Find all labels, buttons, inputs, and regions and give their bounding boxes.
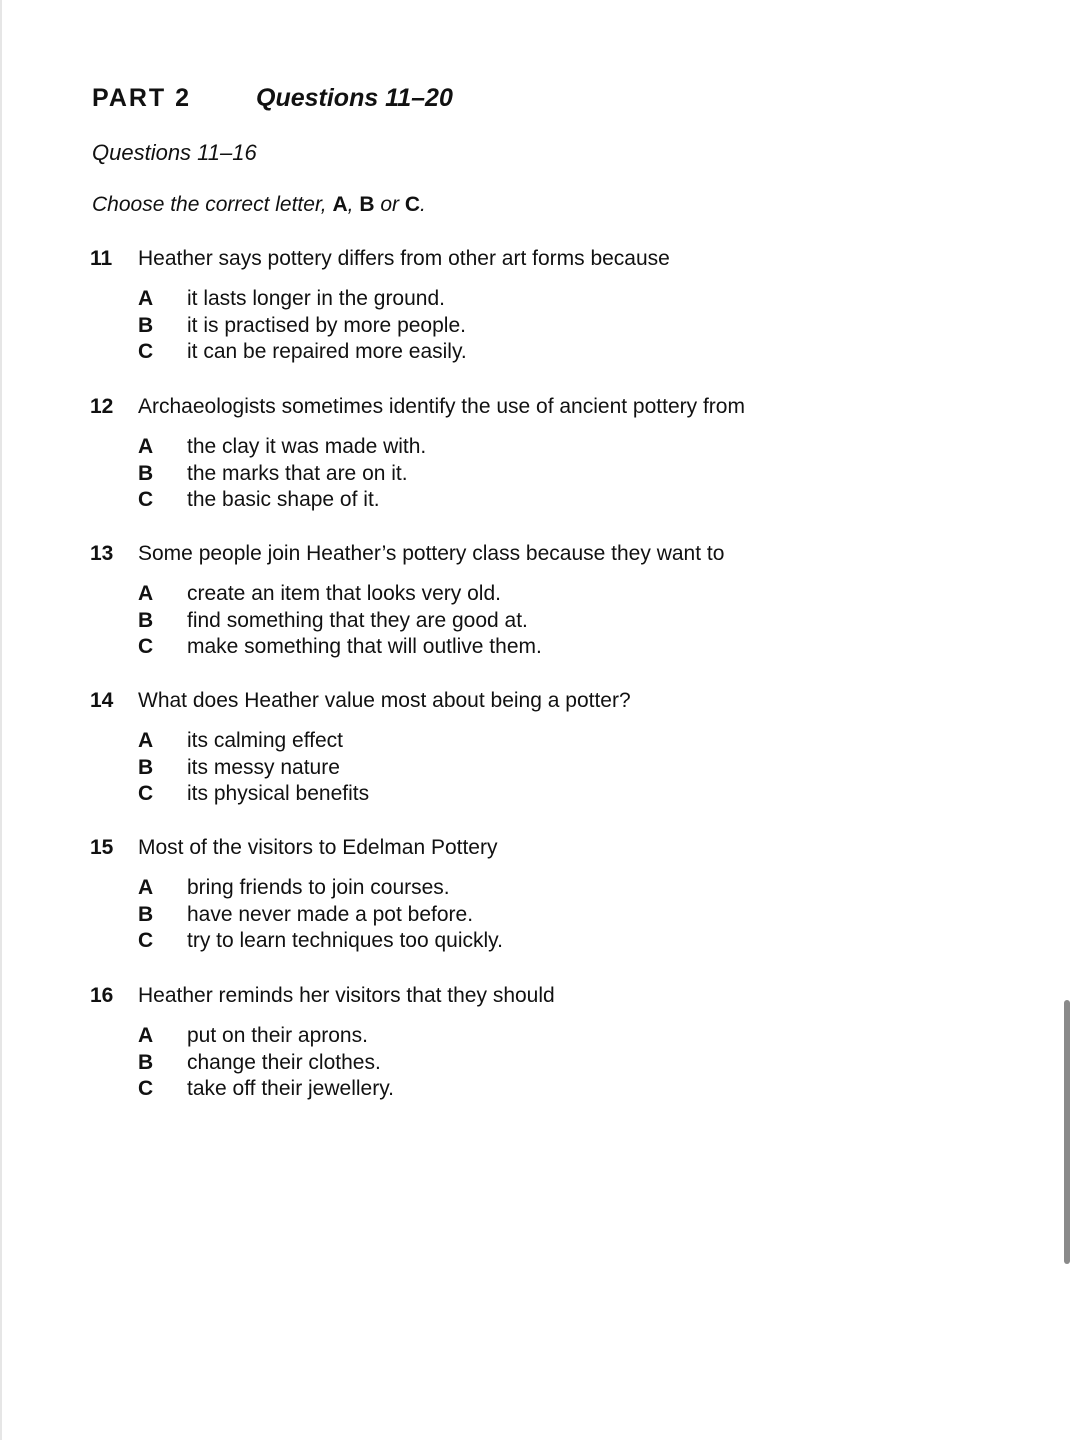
option-list [138,581,850,661]
option-a[interactable] [138,286,850,313]
option-a[interactable] [138,875,850,902]
option-letter: A [138,287,154,310]
question-number: 14 [90,689,114,712]
option-letter: B [138,313,154,337]
section-subheading: Questions 11–16 [92,140,257,165]
question-number: 11 [90,247,113,270]
question-stem [90,983,850,1009]
option-letter: A [138,582,154,605]
instruction-end: . [420,193,426,216]
part-header [92,84,453,113]
option-text: put on their aprons. [187,1024,368,1047]
option-text: make something that will outlive them. [187,635,542,658]
option-b[interactable] [138,902,850,929]
question-text: Some people join Heather’s pottery class because they want to [138,542,725,565]
option-b[interactable] [138,313,850,340]
question-number: 12 [90,395,114,418]
instruction-prefix: Choose the correct letter, [92,193,333,216]
option-letter: B [138,1050,154,1074]
option-text: it lasts longer in the ground. [187,287,445,310]
question-stem [90,835,850,861]
option-letter: A [138,876,154,899]
question-text: Most of the visitors to Edelman Pottery [138,836,498,859]
option-c[interactable] [138,339,850,366]
option-a[interactable] [138,434,850,461]
option-letter: C [138,929,154,952]
question-text: Heather says pottery differs from other art forms because [138,247,670,270]
option-list [138,875,850,955]
part-label: PART 2 [92,84,192,112]
question-stem [90,246,850,272]
question-stem [90,394,850,420]
option-text: create an item that looks very old. [187,582,501,605]
option-b[interactable] [138,461,850,488]
option-a[interactable] [138,1023,850,1050]
option-text: change their clothes. [187,1050,381,1074]
question-number: 13 [90,542,114,565]
option-letter: B [138,461,154,485]
option-text: it can be repaired more easily. [187,340,467,363]
option-letter: B [138,902,154,926]
instruction-text [92,193,426,217]
option-list [138,1023,850,1103]
question-14 [90,688,850,808]
question-number: 16 [90,984,114,1007]
scrollbar-thumb[interactable] [1064,1000,1070,1264]
question-16 [90,983,850,1103]
option-letter: C [138,488,154,511]
option-letter: C [138,635,154,658]
option-list [138,434,850,514]
option-a[interactable] [138,728,850,755]
option-text: have never made a pot before. [187,902,474,926]
option-text: its calming effect [187,729,344,752]
option-text: the clay it was made with. [187,435,427,458]
option-letter: C [138,782,154,805]
option-text: bring friends to join courses. [187,876,450,899]
option-text: take off their jewellery. [187,1077,394,1100]
instruction-letter-b: B [359,193,375,216]
instruction-or: or [374,193,405,216]
option-letter: A [138,435,154,458]
option-text: its messy nature [187,755,340,779]
option-c[interactable] [138,487,850,514]
option-text: find something that they are good at. [187,608,528,632]
instruction-letter-c: C [404,193,420,216]
option-b[interactable] [138,1050,850,1077]
question-12 [90,394,850,514]
question-11 [90,246,850,366]
option-letter: B [138,608,154,632]
instruction-letter-a: A [332,193,348,216]
option-letter: C [138,340,154,363]
question-number: 15 [90,836,114,859]
option-b[interactable] [138,755,850,782]
option-text: the basic shape of it. [187,488,380,511]
question-13 [90,541,850,661]
option-letter: A [138,1024,154,1047]
option-text: its physical benefits [187,782,370,805]
question-15 [90,835,850,955]
option-list [138,286,850,366]
question-text: Archaeologists sometimes identify the use of ancient pottery from [138,395,745,418]
question-stem [90,541,850,567]
option-c[interactable] [138,634,850,661]
questions-range: Questions 11–20 [256,84,453,112]
question-text: Heather reminds her visitors that they should [138,984,555,1007]
option-list [138,728,850,808]
option-text: try to learn techniques too quickly. [187,929,503,952]
option-c[interactable] [138,781,850,808]
option-text: it is practised by more people. [187,313,466,337]
option-c[interactable] [138,928,850,955]
question-stem [90,688,850,714]
instruction-sep: , [347,193,360,216]
option-c[interactable] [138,1076,850,1103]
option-a[interactable] [138,581,850,608]
option-b[interactable] [138,608,850,635]
question-text: What does Heather value most about being a potter? [138,689,631,712]
option-letter: A [138,729,154,752]
option-text: the marks that are on it. [187,461,408,485]
option-letter: C [138,1077,154,1100]
option-letter: B [138,755,154,779]
page-edge [0,0,2,1440]
